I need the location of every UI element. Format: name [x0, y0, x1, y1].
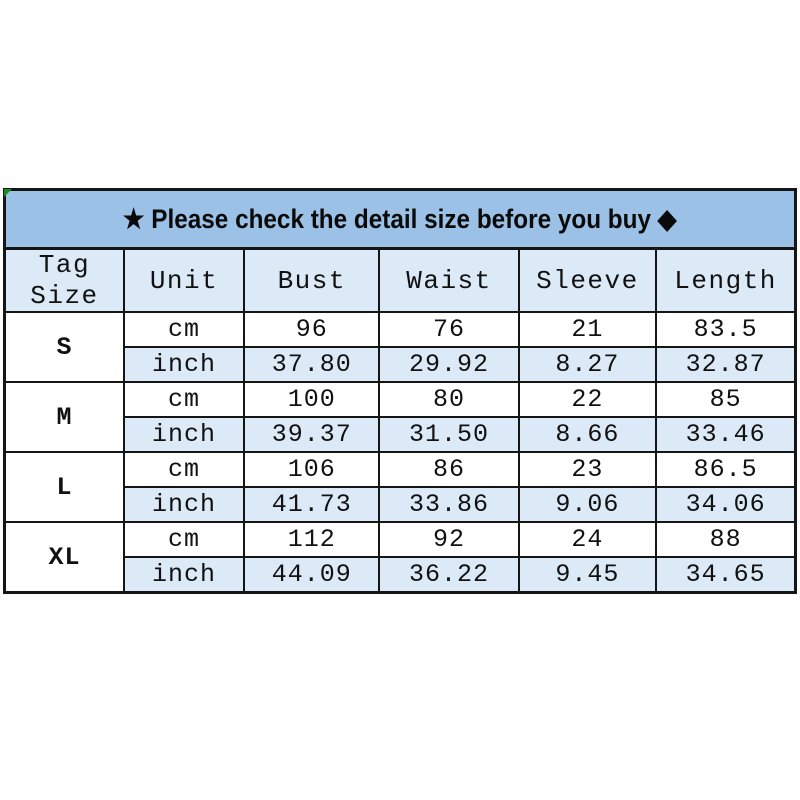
unit-cell: cm — [124, 382, 244, 417]
data-cell: 88 — [656, 522, 795, 557]
header-length: Length — [656, 249, 795, 313]
data-cell: 22 — [519, 382, 657, 417]
table-row — [5, 347, 796, 382]
table-row — [5, 487, 796, 522]
data-cell: 92 — [379, 522, 518, 557]
data-cell: 9.45 — [519, 557, 657, 593]
data-cell: 83.5 — [656, 312, 795, 347]
data-cell: 85 — [656, 382, 795, 417]
data-cell: 80 — [379, 382, 518, 417]
banner-text: ★ Please check the detail size before you buy ◆ — [123, 203, 677, 234]
data-cell: 24 — [519, 522, 657, 557]
header-bust: Bust — [244, 249, 379, 313]
table-row — [5, 452, 796, 487]
data-cell: 29.92 — [379, 347, 518, 382]
header-row — [5, 249, 796, 313]
table-row — [5, 312, 796, 347]
data-cell: 76 — [379, 312, 518, 347]
size-chart-image — [3, 188, 797, 594]
unit-cell: cm — [124, 312, 244, 347]
data-cell: 100 — [244, 382, 379, 417]
table-row — [5, 382, 796, 417]
header-tag-size — [5, 249, 124, 313]
data-cell: 86.5 — [656, 452, 795, 487]
size-label-xl: XL — [5, 522, 124, 593]
data-cell: 23 — [519, 452, 657, 487]
data-cell: 44.09 — [244, 557, 379, 593]
data-cell: 8.66 — [519, 417, 657, 452]
data-cell: 86 — [379, 452, 518, 487]
unit-cell: inch — [124, 347, 244, 382]
green-corner-marker-icon — [4, 189, 12, 197]
unit-cell: cm — [124, 522, 244, 557]
size-chart-table — [3, 188, 797, 594]
data-cell: 39.37 — [244, 417, 379, 452]
data-cell: 34.06 — [656, 487, 795, 522]
unit-cell: inch — [124, 557, 244, 593]
data-cell: 106 — [244, 452, 379, 487]
data-cell: 32.87 — [656, 347, 795, 382]
header-sleeve: Sleeve — [519, 249, 657, 313]
data-cell: 112 — [244, 522, 379, 557]
table-row — [5, 522, 796, 557]
banner-row — [5, 190, 796, 249]
header-tag-size-label: Tag Size — [30, 250, 99, 311]
unit-cell: inch — [124, 417, 244, 452]
data-cell: 33.86 — [379, 487, 518, 522]
data-cell: 31.50 — [379, 417, 518, 452]
unit-cell: cm — [124, 452, 244, 487]
table-row — [5, 417, 796, 452]
size-label-m: M — [5, 382, 124, 452]
table-row — [5, 557, 796, 593]
data-cell: 8.27 — [519, 347, 657, 382]
header-waist: Waist — [379, 249, 518, 313]
unit-cell: inch — [124, 487, 244, 522]
size-label-l: L — [5, 452, 124, 522]
data-cell: 33.46 — [656, 417, 795, 452]
data-cell: 34.65 — [656, 557, 795, 593]
data-cell: 37.80 — [244, 347, 379, 382]
size-label-s: S — [5, 312, 124, 382]
header-unit: Unit — [124, 249, 244, 313]
data-cell: 36.22 — [379, 557, 518, 593]
banner — [5, 190, 796, 249]
data-cell: 96 — [244, 312, 379, 347]
data-cell: 21 — [519, 312, 657, 347]
data-cell: 41.73 — [244, 487, 379, 522]
data-cell: 9.06 — [519, 487, 657, 522]
